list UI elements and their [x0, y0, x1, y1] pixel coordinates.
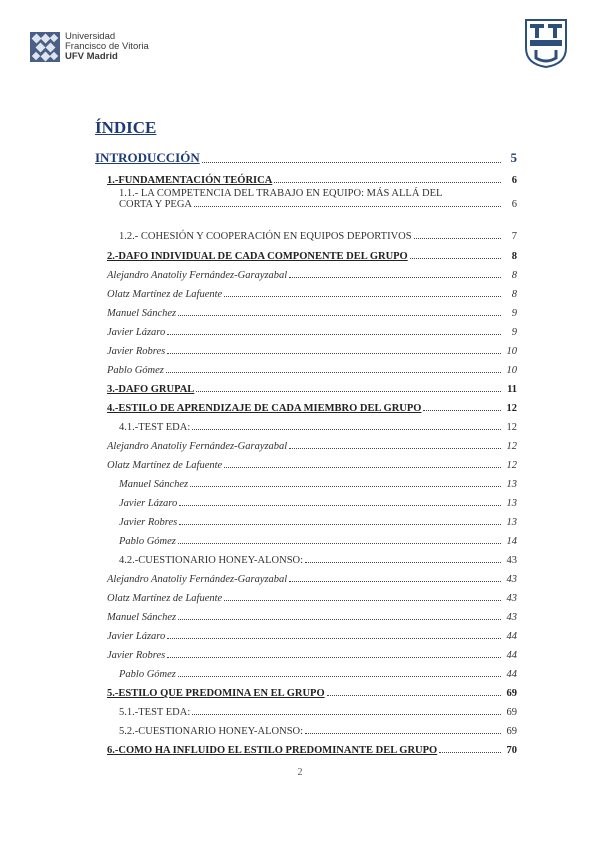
toc-entry-como-ha-influido[interactable]: 6.-COMO HA INFLUIDO EL ESTILO PREDOMINANTE DEL GRUPO 70 [107, 745, 517, 756]
toc-entry-cohesion[interactable]: 1.2.- COHESIÓN Y COOPERACIÓN EN EQUIPOS DEPORTIVOS 7 [119, 231, 517, 242]
toc-entry-member[interactable]: Javier Robres 10 [107, 346, 517, 357]
page-number: 2 [297, 767, 303, 778]
university-logo [30, 32, 149, 62]
toc-entry-member[interactable]: Pablo Gómez 10 [107, 365, 517, 376]
toc-entry-member[interactable]: Javier Robres 44 [107, 650, 517, 661]
toc-entry-member[interactable]: Pablo Gómez 14 [119, 536, 517, 547]
toc-entry-member[interactable]: Javier Lázaro 13 [119, 498, 517, 509]
toc-entry-member[interactable]: Olatz Martínez de Lafuente 12 [107, 460, 517, 471]
toc-entry-member[interactable]: Olatz Martínez de Lafuente 8 [107, 289, 517, 300]
toc-entry-fundamentacion[interactable]: 1.-FUNDAMENTACIÓN TEÓRICA 6 [107, 175, 517, 186]
logo-line1: Universidad [65, 31, 116, 42]
toc-entry-member[interactable]: Manuel Sánchez 13 [119, 479, 517, 490]
page-header [0, 0, 600, 90]
toc-entry-member[interactable]: Alejandro Anatoliy Fernández-Garayzabal 12 [107, 441, 517, 452]
toc-entry-estilo-aprendizaje[interactable]: 4.-ESTILO DE APRENDIZAJE DE CADA MIEMBRO DEL GRUPO 12 [107, 403, 517, 414]
toc-entry-member[interactable]: Olatz Martínez de Lafuente 43 [107, 593, 517, 604]
toc-entry-member[interactable]: Alejandro Anatoliy Fernández-Garayzabal 43 [107, 574, 517, 585]
toc-entry-estilo-predomina[interactable]: 5.-ESTILO QUE PREDOMINA EN EL GRUPO 69 [107, 688, 517, 699]
logo-line2: Francisco de Vitoria [65, 41, 149, 52]
toc-entry-member[interactable]: Pablo Gómez 44 [119, 669, 517, 680]
toc-entry-honey-alonso[interactable]: 4.2.-CUESTIONARIO HONEY-ALONSO: 43 [119, 555, 517, 566]
toc-entry-member[interactable]: Alejandro Anatoliy Fernández-Garayzabal 8 [107, 270, 517, 281]
logo-line3: UFV Madrid [65, 51, 118, 62]
toc-entry-test-eda[interactable]: 4.1.-TEST EDA: 12 [119, 422, 517, 433]
toc-entry-test-eda-grupo[interactable]: 5.1.-TEST EDA: 69 [119, 707, 517, 718]
toc-entry-introduccion[interactable]: INTRODUCCIÓN 5 [95, 150, 517, 165]
toc-entry-dafo-grupal[interactable]: 3.-DAFO GRUPAL 11 [107, 384, 517, 395]
toc-entry-competencia[interactable]: 1.1.- LA COMPETENCIA DEL TRABAJO EN EQUIPO: MÁS ALLÁ DEL CORTA Y PEGA 6 [119, 188, 517, 210]
toc-entry-honey-alonso-grupo[interactable]: 5.2.-CUESTIONARIO HONEY-ALONSO: 69 [119, 726, 517, 737]
toc-title: ÍNDICE [95, 118, 157, 137]
toc-entry-member[interactable]: Manuel Sánchez 43 [107, 612, 517, 623]
university-crest [524, 18, 568, 73]
crest-icon [524, 18, 568, 68]
toc-page [95, 118, 517, 756]
toc-entry-dafo-individual[interactable]: 2.-DAFO INDIVIDUAL DE CADA COMPONENTE DEL GRUPO 8 [107, 251, 517, 262]
ufv-emblem-icon [30, 32, 60, 62]
toc-entry-member[interactable]: Javier Lázaro 44 [107, 631, 517, 642]
toc-entry-member[interactable]: Javier Lázaro 9 [107, 327, 517, 338]
toc-entry-member[interactable]: Javier Robres 13 [119, 517, 517, 528]
toc-entry-member[interactable]: Manuel Sánchez 9 [107, 308, 517, 319]
